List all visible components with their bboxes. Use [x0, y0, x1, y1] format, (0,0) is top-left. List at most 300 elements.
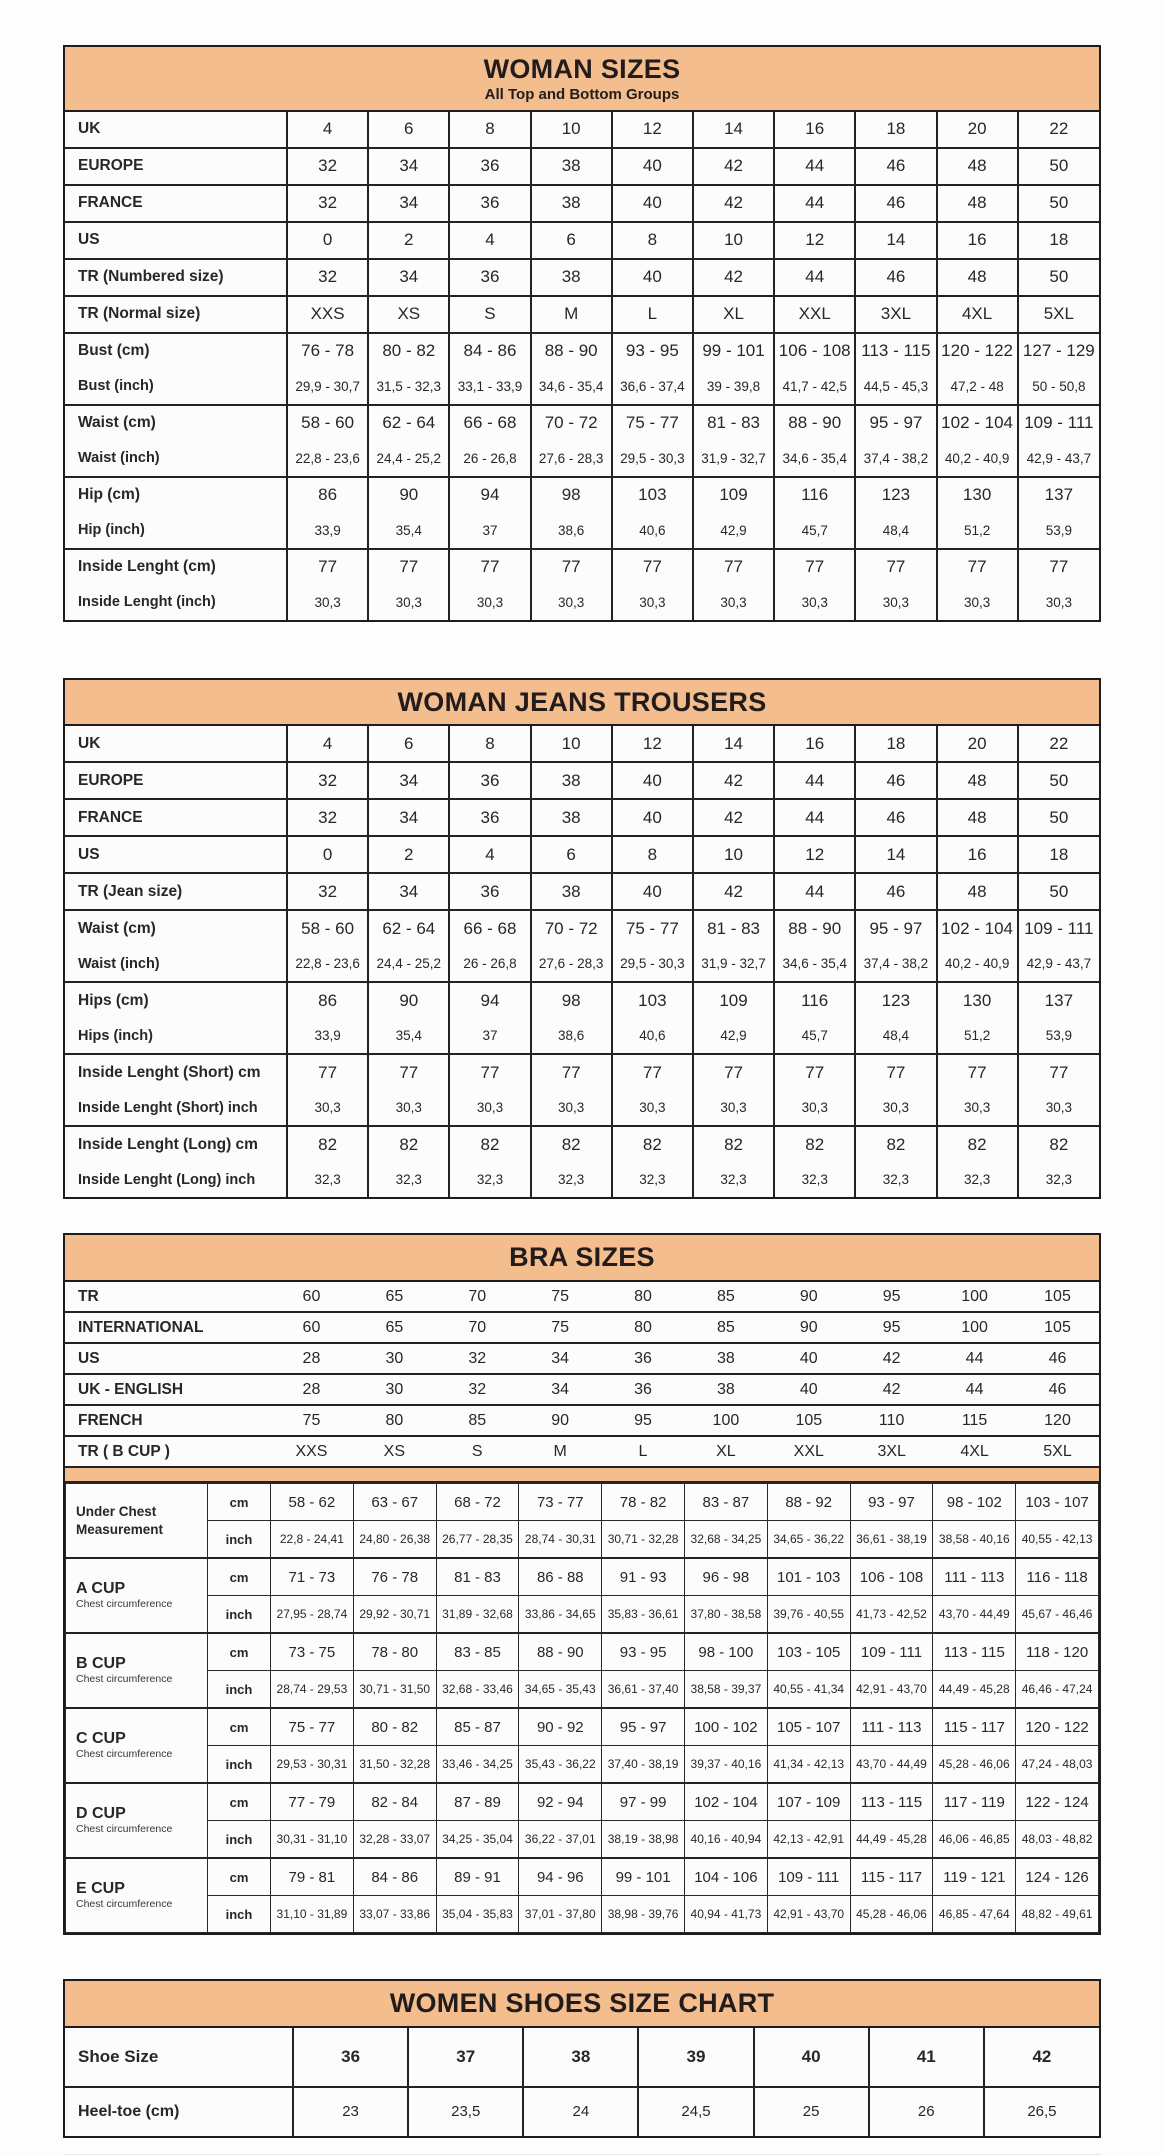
value-cell: 103 - 105	[767, 1633, 850, 1671]
value-cell: 100	[961, 1318, 988, 1336]
value-cell: 30	[385, 1349, 404, 1367]
value-cell: 30,3	[368, 1090, 449, 1126]
value-cell: 34	[551, 1349, 570, 1367]
value-cell: 30,3	[287, 1090, 368, 1126]
value-cell: 23,5	[408, 2087, 523, 2136]
value-cell: 30,3	[531, 1090, 612, 1126]
row-label-cell: Inside Lenght (Short) inch	[78, 1099, 258, 1116]
value-cell: 82 - 84	[353, 1783, 436, 1821]
value-cell: 31,9 - 32,7	[693, 946, 774, 982]
value-cell: 70 - 72	[531, 405, 612, 441]
unit-cell: cm	[208, 1708, 271, 1746]
value-cell: 48	[937, 762, 1018, 799]
value-cell: 38	[717, 1349, 735, 1367]
cup-row-group	[66, 1708, 1099, 1783]
value-cell: 86	[287, 982, 368, 1018]
value-cell: 94	[449, 982, 530, 1018]
value-cell: 42	[693, 762, 774, 799]
value-cell: 22	[1018, 726, 1099, 762]
value-cell: 39	[638, 2028, 753, 2087]
value-cell: 80	[385, 1411, 404, 1429]
value-cell: 46	[1048, 1349, 1067, 1367]
value-cell: 46	[855, 185, 936, 222]
value-cell: 32	[287, 762, 368, 799]
value-cell: 30,3	[368, 585, 449, 620]
value-cell: 82	[1018, 1126, 1099, 1162]
value-cell: XXS	[295, 1442, 328, 1460]
table-row	[65, 112, 1099, 148]
value-cell: 40,2 - 40,9	[937, 441, 1018, 477]
table-row	[65, 259, 1099, 296]
table-row	[66, 1783, 1099, 1821]
table-row	[65, 513, 1099, 549]
table-row	[65, 910, 1099, 946]
value-cell: 88 - 92	[767, 1484, 850, 1521]
table-row	[65, 1018, 1099, 1054]
value-cell: 34,25 - 35,04	[436, 1821, 519, 1859]
value-cell: 44	[774, 799, 855, 836]
value-cell: 81 - 83	[693, 910, 774, 946]
row-group	[65, 185, 1099, 222]
value-cell: 78 - 80	[353, 1633, 436, 1671]
value-cell: 32,3	[612, 1162, 693, 1197]
value-cell: 24,4 - 25,2	[368, 946, 449, 982]
jeans-trousers-table	[63, 678, 1101, 1200]
value-cell: 31,10 - 31,89	[271, 1896, 354, 1933]
value-cell: 90	[368, 982, 449, 1018]
value-cell: 77	[1018, 549, 1099, 585]
row-label-cell: Inside Lenght (cm)	[78, 558, 216, 576]
table-row	[65, 1126, 1099, 1162]
value-cell: 46,85 - 47,64	[933, 1896, 1016, 1933]
value-cell: L	[612, 296, 693, 333]
value-cell: 0	[287, 222, 368, 259]
value-cell: 42	[693, 185, 774, 222]
row-label-cell: TR (Normal size)	[78, 305, 201, 323]
value-cell: 40,55 - 41,34	[767, 1671, 850, 1709]
value-cell: 24,80 - 26,38	[353, 1521, 436, 1559]
unit-cell: inch	[208, 1821, 271, 1859]
table-row	[65, 585, 1099, 620]
value-cell: 77	[693, 549, 774, 585]
bra-sizes-header	[65, 1235, 1099, 1282]
row-label-cell: Heel-toe (cm)	[78, 2102, 180, 2120]
value-cell: 29,9 - 30,7	[287, 369, 368, 405]
table-row	[65, 405, 1099, 441]
value-cell: 32,3	[693, 1162, 774, 1197]
value-cell: 40	[612, 148, 693, 185]
value-cell: 8	[449, 726, 530, 762]
value-cell: 38,58 - 39,37	[684, 1671, 767, 1709]
value-cell: 37,01 - 37,80	[519, 1896, 602, 1933]
value-cell: 78 - 82	[602, 1484, 685, 1521]
cup-sublabel: Chest circumference	[76, 1898, 173, 1911]
table-row	[65, 1343, 1099, 1374]
value-cell: 29,53 - 30,31	[271, 1746, 354, 1784]
value-cell: 77	[937, 549, 1018, 585]
value-cell: 66 - 68	[449, 910, 530, 946]
value-cell: 42	[693, 148, 774, 185]
value-cell: 36	[449, 799, 530, 836]
table-row	[66, 1633, 1099, 1671]
cup-label: B CUP	[76, 1655, 126, 1673]
value-cell: 30,3	[612, 585, 693, 620]
value-cell: 40,2 - 40,9	[937, 946, 1018, 982]
row-label-cell: Hip (cm)	[78, 486, 140, 504]
value-cell: 44,49 - 45,28	[933, 1671, 1016, 1709]
value-cell: 46	[855, 873, 936, 910]
value-cell: 99 - 101	[693, 333, 774, 369]
value-cell: 100	[961, 1287, 988, 1305]
value-cell: 43,70 - 44,49	[850, 1746, 933, 1784]
value-cell: 34	[368, 259, 449, 296]
value-cell: 40	[754, 2028, 869, 2087]
value-cell: 28,74 - 29,53	[271, 1671, 354, 1709]
value-cell: 124 - 126	[1016, 1858, 1099, 1896]
value-cell: 4	[449, 836, 530, 873]
value-cell: 85 - 87	[436, 1708, 519, 1746]
value-cell: 32,3	[937, 1162, 1018, 1197]
row-label-cell: US	[78, 1349, 100, 1367]
value-cell: 47,2 - 48	[937, 369, 1018, 405]
value-cell: 34	[368, 873, 449, 910]
value-cell: 50	[1018, 762, 1099, 799]
value-cell: 75	[302, 1411, 321, 1429]
value-cell: 76 - 78	[287, 333, 368, 369]
table-title: WOMEN SHOES SIZE CHART	[389, 1988, 775, 2019]
cup-label-cell	[66, 1858, 208, 1933]
value-cell: 22,8 - 23,6	[287, 441, 368, 477]
value-cell: 137	[1018, 477, 1099, 513]
value-cell: 2	[368, 222, 449, 259]
value-cell: 82	[612, 1126, 693, 1162]
row-label-cell: UK	[78, 734, 101, 752]
value-cell: 95 - 97	[855, 910, 936, 946]
row-label-cell: Hip (inch)	[78, 522, 145, 539]
value-cell: 4XL	[937, 296, 1018, 333]
value-cell: 123	[855, 982, 936, 1018]
value-cell: 6	[531, 222, 612, 259]
row-label-cell: US	[78, 845, 100, 863]
value-cell: 109 - 111	[1018, 910, 1099, 946]
value-cell: 5XL	[1043, 1442, 1072, 1460]
table-row	[65, 1312, 1099, 1343]
value-cell: 105 - 107	[767, 1708, 850, 1746]
value-cell: 115	[961, 1411, 988, 1429]
value-cell: 95	[634, 1411, 652, 1429]
value-cell: 25	[754, 2087, 869, 2136]
value-cell: XL	[716, 1442, 736, 1460]
value-cell: 51,2	[937, 1018, 1018, 1054]
value-cell: 6	[531, 836, 612, 873]
value-cell: 40	[612, 799, 693, 836]
value-cell: 65	[385, 1318, 404, 1336]
cup-row-group	[66, 1484, 1099, 1559]
value-cell: 111 - 113	[850, 1708, 933, 1746]
value-cell: 30,3	[855, 585, 936, 620]
value-cell: 32	[468, 1380, 487, 1398]
value-cell: 48	[937, 185, 1018, 222]
table-row	[66, 1596, 1099, 1634]
value-cell: 27,6 - 28,3	[531, 441, 612, 477]
table-row	[65, 1282, 1099, 1312]
row-group	[65, 799, 1099, 836]
value-cell: 4XL	[960, 1442, 989, 1460]
value-cell: 44	[774, 185, 855, 222]
table-row	[65, 185, 1099, 222]
value-cell: 36,22 - 37,01	[519, 1821, 602, 1859]
value-cell: 80	[634, 1287, 652, 1305]
value-cell: 31,50 - 32,28	[353, 1746, 436, 1784]
row-group	[65, 1054, 1099, 1126]
value-cell: 99 - 101	[602, 1858, 685, 1896]
value-cell: 31,9 - 32,7	[693, 441, 774, 477]
row-label-cell: UK	[78, 120, 101, 138]
value-cell: 16	[774, 726, 855, 762]
table-row	[65, 982, 1099, 1018]
value-cell: 40,6	[612, 513, 693, 549]
row-group	[65, 112, 1099, 148]
cup-row-group	[66, 1858, 1099, 1933]
table-row	[66, 1896, 1099, 1933]
value-cell: 30,3	[531, 585, 612, 620]
table-row	[65, 441, 1099, 477]
unit-cell: cm	[208, 1558, 271, 1596]
row-label-cell: INTERNATIONAL	[78, 1318, 204, 1336]
value-cell: 16	[774, 112, 855, 148]
value-cell: 34,6 - 35,4	[774, 441, 855, 477]
value-cell: 80 - 82	[368, 333, 449, 369]
table-row	[66, 1746, 1099, 1784]
value-cell: 87 - 89	[436, 1783, 519, 1821]
value-cell: 45,28 - 46,06	[933, 1746, 1016, 1784]
value-cell: 41	[869, 2028, 984, 2087]
value-cell: 123	[855, 477, 936, 513]
value-cell: 22,8 - 23,6	[287, 946, 368, 982]
value-cell: 32,3	[368, 1162, 449, 1197]
value-cell: 30,31 - 31,10	[271, 1821, 354, 1859]
table-title: BRA SIZES	[509, 1242, 655, 1273]
value-cell: 35,83 - 36,61	[602, 1596, 685, 1634]
value-cell: 68 - 72	[436, 1484, 519, 1521]
value-cell: 105	[1044, 1318, 1071, 1336]
value-cell: 48	[937, 799, 1018, 836]
value-cell: 8	[449, 112, 530, 148]
value-cell: 46	[1048, 1380, 1067, 1398]
row-label-cell: TR (Jean size)	[78, 882, 183, 900]
value-cell: 14	[855, 836, 936, 873]
value-cell: 30,3	[1018, 1090, 1099, 1126]
value-cell: 46,46 - 47,24	[1016, 1671, 1099, 1709]
row-label-cell: Waist (inch)	[78, 450, 160, 467]
table-row	[65, 946, 1099, 982]
table-row	[65, 549, 1099, 585]
value-cell: 51,2	[937, 513, 1018, 549]
value-cell: 10	[531, 112, 612, 148]
value-cell: 34	[551, 1380, 570, 1398]
table-row	[65, 1054, 1099, 1090]
value-cell: 32,68 - 33,46	[436, 1671, 519, 1709]
table-row	[65, 333, 1099, 369]
cup-sublabel: Chest circumference	[76, 1748, 173, 1761]
cup-label: Under Chest Measurement	[76, 1504, 164, 1537]
value-cell: 86 - 88	[519, 1558, 602, 1596]
value-cell: 37,80 - 38,58	[684, 1596, 767, 1634]
value-cell: 46	[855, 259, 936, 296]
value-cell: 73 - 75	[271, 1633, 354, 1671]
value-cell: 95	[882, 1287, 901, 1305]
value-cell: 98 - 102	[933, 1484, 1016, 1521]
value-cell: 41,7 - 42,5	[774, 369, 855, 405]
value-cell: 36,6 - 37,4	[612, 369, 693, 405]
value-cell: 44	[774, 762, 855, 799]
value-cell: 36	[634, 1380, 652, 1398]
value-cell: 43,70 - 44,49	[933, 1596, 1016, 1634]
value-cell: 32	[287, 799, 368, 836]
value-cell: 77	[774, 1054, 855, 1090]
value-cell: 44,5 - 45,3	[855, 369, 936, 405]
value-cell: 82	[693, 1126, 774, 1162]
value-cell: 65	[385, 1287, 404, 1305]
value-cell: 46,06 - 46,85	[933, 1821, 1016, 1859]
cup-label: C CUP	[76, 1730, 126, 1748]
value-cell: 122 - 124	[1016, 1783, 1099, 1821]
table-row	[65, 222, 1099, 259]
table-row	[65, 148, 1099, 185]
value-cell: 113 - 115	[933, 1633, 1016, 1671]
value-cell: S	[449, 296, 530, 333]
value-cell: 130	[937, 982, 1018, 1018]
value-cell: 34	[368, 762, 449, 799]
value-cell: 22	[1018, 112, 1099, 148]
value-cell: 88 - 90	[531, 333, 612, 369]
value-cell: 102 - 104	[937, 405, 1018, 441]
value-cell: 12	[774, 222, 855, 259]
row-label-cell: TR ( B CUP )	[78, 1442, 170, 1460]
value-cell: 31,89 - 32,68	[436, 1596, 519, 1634]
value-cell: 36	[449, 873, 530, 910]
unit-cell: cm	[208, 1783, 271, 1821]
value-cell: 82	[449, 1126, 530, 1162]
value-cell: 116	[774, 982, 855, 1018]
table-row	[65, 1162, 1099, 1197]
row-group	[65, 2028, 1099, 2136]
value-cell: 28,74 - 30,31	[519, 1521, 602, 1559]
value-cell: 4	[287, 726, 368, 762]
value-cell: 44	[774, 873, 855, 910]
value-cell: 88 - 90	[774, 910, 855, 946]
value-cell: 30,3	[693, 1090, 774, 1126]
row-label-cell: Waist (cm)	[78, 414, 156, 432]
value-cell: 109 - 111	[767, 1858, 850, 1896]
value-cell: 90	[799, 1318, 818, 1336]
value-cell: 75	[551, 1287, 570, 1305]
value-cell: 30	[385, 1380, 404, 1398]
value-cell: 82	[287, 1126, 368, 1162]
value-cell: 48	[937, 148, 1018, 185]
value-cell: 115 - 117	[850, 1858, 933, 1896]
value-cell: 85	[717, 1318, 735, 1336]
value-cell: 24	[523, 2087, 638, 2136]
value-cell: 44	[965, 1349, 984, 1367]
value-cell: 71 - 73	[271, 1558, 354, 1596]
value-cell: 41,73 - 42,52	[850, 1596, 933, 1634]
value-cell: 44	[774, 259, 855, 296]
value-cell: 50	[1018, 873, 1099, 910]
value-cell: 3XL	[877, 1442, 906, 1460]
row-label-cell: US	[78, 231, 100, 249]
row-label-cell: Waist (inch)	[78, 955, 160, 972]
row-label-cell: Waist (cm)	[78, 919, 156, 937]
value-cell: 36,61 - 38,19	[850, 1521, 933, 1559]
cup-label-cell	[66, 1633, 208, 1708]
unit-cell: cm	[208, 1633, 271, 1671]
value-cell: 48	[937, 873, 1018, 910]
value-cell: 30,3	[1018, 585, 1099, 620]
value-cell: 75	[551, 1318, 570, 1336]
value-cell: 116	[774, 477, 855, 513]
table-title: WOMAN SIZES	[483, 54, 681, 84]
value-cell: 26 - 26,8	[449, 946, 530, 982]
value-cell: 26,77 - 28,35	[436, 1521, 519, 1559]
value-cell: 85	[468, 1411, 487, 1429]
shoes-size-header	[65, 1981, 1099, 2028]
value-cell: 77 - 79	[271, 1783, 354, 1821]
table-row	[65, 369, 1099, 405]
cup-label: A CUP	[76, 1580, 126, 1598]
value-cell: 100 - 102	[684, 1708, 767, 1746]
row-label-cell: UK - ENGLISH	[78, 1380, 184, 1398]
bra-sizes-top-grid	[65, 1282, 1099, 1466]
value-cell: 77	[855, 549, 936, 585]
value-cell: 42,9	[693, 1018, 774, 1054]
row-group	[65, 333, 1099, 405]
value-cell: 42,91 - 43,70	[767, 1896, 850, 1933]
value-cell: 77	[531, 549, 612, 585]
value-cell: 38,6	[531, 1018, 612, 1054]
value-cell: 77	[287, 549, 368, 585]
value-cell: 103 - 107	[1016, 1484, 1099, 1521]
row-group	[65, 1126, 1099, 1197]
value-cell: 58 - 60	[287, 405, 368, 441]
value-cell: 98	[531, 477, 612, 513]
value-cell: 46	[855, 148, 936, 185]
value-cell: 109 - 111	[850, 1633, 933, 1671]
unit-cell: cm	[208, 1484, 271, 1521]
value-cell: 36	[449, 259, 530, 296]
value-cell: 85	[717, 1287, 735, 1305]
value-cell: 12	[612, 112, 693, 148]
value-cell: 137	[1018, 982, 1099, 1018]
value-cell: 10	[693, 836, 774, 873]
value-cell: XL	[693, 296, 774, 333]
value-cell: 84 - 86	[353, 1858, 436, 1896]
value-cell: 33,07 - 33,86	[353, 1896, 436, 1933]
value-cell: 38	[531, 185, 612, 222]
cup-row-group	[66, 1633, 1099, 1708]
row-label-cell: Bust (cm)	[78, 342, 150, 360]
value-cell: 42,9 - 43,7	[1018, 441, 1099, 477]
value-cell: 82	[774, 1126, 855, 1162]
value-cell: 4	[287, 112, 368, 148]
value-cell: 40,6	[612, 1018, 693, 1054]
value-cell: 80 - 82	[353, 1708, 436, 1746]
value-cell: 77	[287, 1054, 368, 1090]
value-cell: 16	[937, 222, 1018, 259]
value-cell: 24,4 - 25,2	[368, 441, 449, 477]
table-row	[65, 1405, 1099, 1436]
row-label-cell: Inside Lenght (Short) cm	[78, 1063, 261, 1081]
